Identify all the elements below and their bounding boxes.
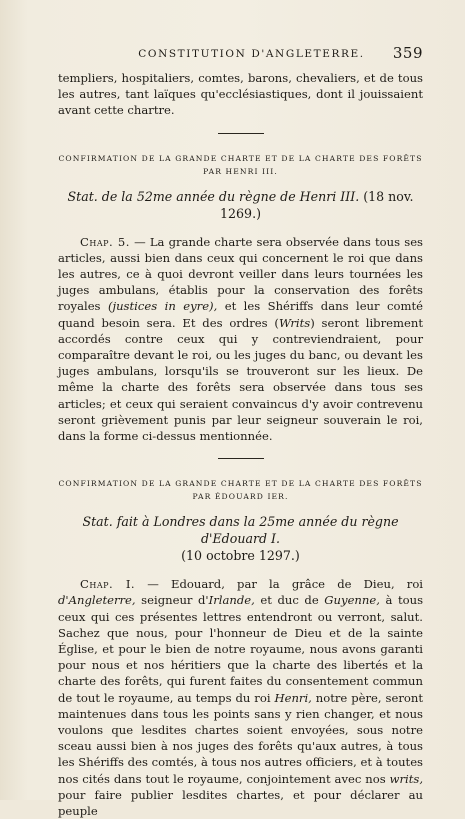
section2-chapter-text — [58, 576, 423, 819]
section2-italic-3: Guyenne, — [324, 593, 380, 608]
section1-text-c: ) seront librement accordés contre ceux qui y contreviendraient, pour comparaître devant le roi, ou les juges du banc, ou devant les juges ambulans, lorsqu'ils se trouveront sur les lieux. De même la charte des forêts sera observée dans tous ses articles; et ceux qui seraient convaincus d'y avoir contrevenu seront grièvement punis par leur seigneur souverain le roi, dans la forme ci-dessus mentionnée. — [58, 315, 423, 444]
section1-text-a: — La grande charte sera observée dans tous ses articles, aussi bien dans ceux qui concernent le roi que dans les autres, ce à quoi devront veiller dans leurs tournées les juges ambulans, établis pour la conservation des forêts royales — [58, 234, 423, 314]
section1-heading — [58, 152, 423, 178]
section1-text-b: et les Shériffs dans leur comté quand besoin sera. Et des ordres ( — [58, 299, 424, 330]
section1-text-b-italic: Writs — [278, 315, 311, 330]
section1-statute-date: (18 nov. 1269.) — [220, 188, 414, 221]
section1-heading-line1: CONFIRMATION DE LA GRANDE CHARTE ET DE LA CHARTE DES FORÊTS — [58, 153, 423, 163]
section2-text-4: à tous ceux qui ces présentes lettres entendront ou verront, salut. Sachez que nous, pour l'honneur de Dieu et de la sainte Église, et pour le bien de notre royaume, nous avons garanti pour nous et nos héritiers que la charte des libertés et la charte des forêts, qui furent faites du consentement commun de tout le royaume, au temps du roi — [58, 593, 424, 705]
page-number: 359 — [392, 44, 423, 62]
section1-statute-line — [58, 188, 423, 222]
section2-text-2: seigneur d' — [141, 593, 209, 608]
section1-chapter-label: Chap. 5. — [80, 234, 130, 249]
running-title: CONSTITUTION D'ANGLETERRE. — [138, 48, 365, 60]
section2-text-6: pour faire publier lesdites chartes, et pour déclarer au peuple — [58, 787, 423, 819]
section1-heading-line2: PAR HENRI III. — [203, 166, 278, 176]
section2-italic-4: Henri, — [274, 690, 312, 705]
section2-italic-1: d'Angleterre, — [58, 593, 136, 608]
section2-statute-line — [58, 513, 423, 564]
section2-italic-5: writs, — [389, 771, 423, 786]
intro-paragraph: templiers, hospitaliers, comtes, barons, chevaliers, et de tous les autres, tant laïques qu'ecclésiastiques, dont il jouissaient avant cette chartre. — [58, 71, 423, 118]
section-divider — [218, 133, 264, 134]
section2-statute-title: Stat. fait à Londres dans la 25me année du règne d'Edouard I. — [82, 514, 399, 547]
running-header — [58, 44, 423, 70]
section2-heading — [58, 477, 423, 503]
section2-italic-2: Irlande, — [208, 593, 255, 608]
section1-chapter-text — [58, 234, 423, 445]
section2-text-1: — Edouard, par la grâce de Dieu, roi — [147, 577, 424, 592]
section2-text-5: notre père, seront maintenues dans tous les points sans y rien changer, et nous voulons que lesdites chartes soient envoyées, sous notre sceau aussi bien à nos juges des forêts qu'aux autres, à tous les Shériffs des comtés, à tous nos autres officiers, et à toutes nos cités dans tout le royaume, conjointement avec nos — [58, 690, 423, 786]
section1-statute-title: Stat. de la 52me année du règne de Henri III. — [67, 188, 360, 204]
section-divider — [218, 458, 264, 459]
section2-text-3: et duc de — [260, 593, 319, 608]
section2-statute-date: (10 octobre 1297.) — [181, 548, 300, 564]
section1-text-a-italic: (justices in eyre), — [107, 299, 218, 314]
section2-chapter-label: Chap. I. — [80, 577, 136, 592]
section2-heading-line1: CONFIRMATION DE LA GRANDE CHARTE ET DE LA CHARTE DES FORÊTS — [58, 479, 423, 489]
section2-heading-line2: PAR ÉDOUARD IER. — [192, 492, 289, 502]
